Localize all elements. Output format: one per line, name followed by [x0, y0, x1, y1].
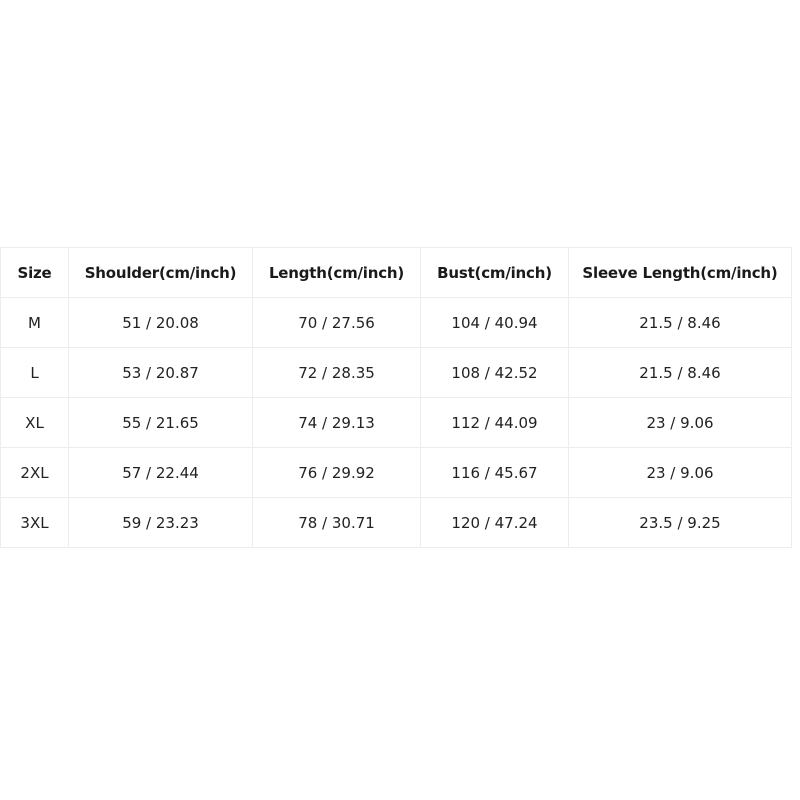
- cell-sleeve-length: 23 / 9.06: [569, 398, 792, 448]
- cell-shoulder: 57 / 22.44: [69, 448, 253, 498]
- cell-sleeve-length: 23 / 9.06: [569, 448, 792, 498]
- cell-size: M: [1, 298, 69, 348]
- table-row: [1, 498, 792, 548]
- table-row: [1, 448, 792, 498]
- cell-sleeve-length: 21.5 / 8.46: [569, 348, 792, 398]
- header-sleeve-length: Sleeve Length(cm/inch): [569, 248, 792, 298]
- cell-length: 70 / 27.56: [253, 298, 421, 348]
- cell-sleeve-length: 21.5 / 8.46: [569, 298, 792, 348]
- cell-length: 72 / 28.35: [253, 348, 421, 398]
- cell-length: 78 / 30.71: [253, 498, 421, 548]
- cell-size: XL: [1, 398, 69, 448]
- cell-shoulder: 55 / 21.65: [69, 398, 253, 448]
- header-size: Size: [1, 248, 69, 298]
- cell-bust: 120 / 47.24: [421, 498, 569, 548]
- cell-length: 76 / 29.92: [253, 448, 421, 498]
- table-header-row: [1, 248, 792, 298]
- cell-bust: 116 / 45.67: [421, 448, 569, 498]
- cell-shoulder: 53 / 20.87: [69, 348, 253, 398]
- cell-bust: 104 / 40.94: [421, 298, 569, 348]
- cell-bust: 108 / 42.52: [421, 348, 569, 398]
- table-row: [1, 298, 792, 348]
- header-bust: Bust(cm/inch): [421, 248, 569, 298]
- header-length: Length(cm/inch): [253, 248, 421, 298]
- size-chart-table: [0, 247, 792, 548]
- cell-length: 74 / 29.13: [253, 398, 421, 448]
- cell-sleeve-length: 23.5 / 9.25: [639, 513, 721, 532]
- cell-bust: 112 / 44.09: [421, 398, 569, 448]
- cell-size: 3XL: [1, 498, 69, 548]
- cell-shoulder: 51 / 20.08: [69, 298, 253, 348]
- header-shoulder: Shoulder(cm/inch): [69, 248, 253, 298]
- table-row: [1, 348, 792, 398]
- cell-shoulder: 59 / 23.23: [69, 498, 253, 548]
- cell-size: 2XL: [1, 448, 69, 498]
- cell-size: L: [1, 348, 69, 398]
- table-row: [1, 398, 792, 448]
